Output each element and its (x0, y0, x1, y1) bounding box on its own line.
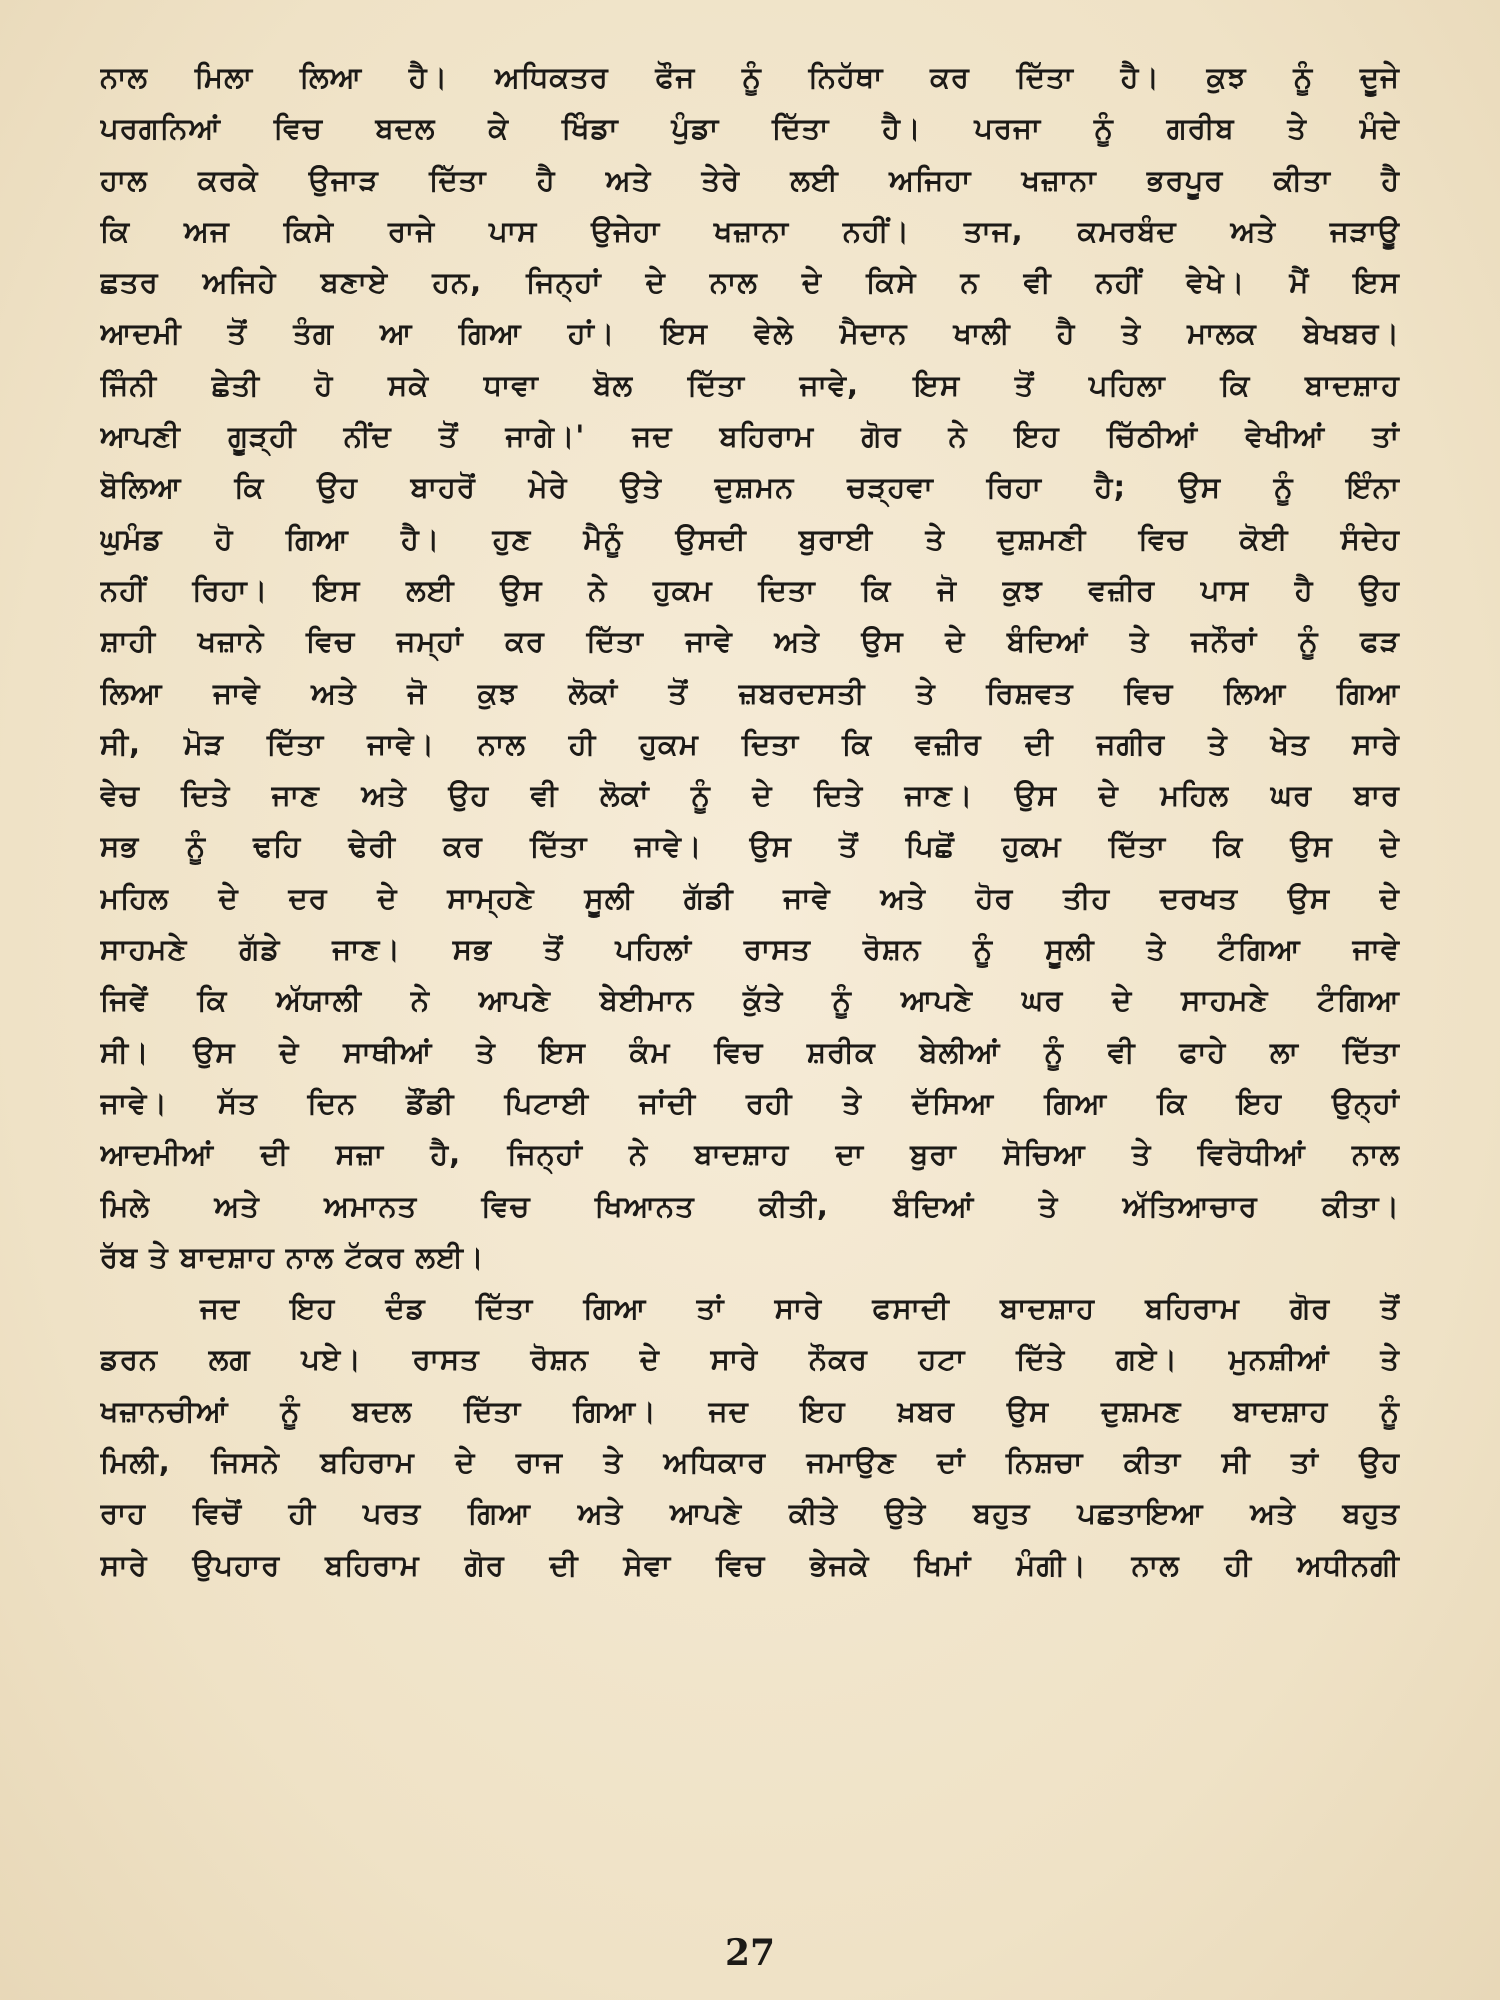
text-line: ਜਿਵੇਂ ਕਿ ਅੱਯਾਲੀ ਨੇ ਆਪਣੇ ਬੇਈਮਾਨ ਕੁੱਤੇ ਨੂੰ ਆਪਣੇ ਘਰ ਦੇ ਸਾਹਮਣੇ ਟੰਗਿਆ (100, 983, 1400, 1018)
text-line: ਰੱਬ ਤੇ ਬਾਦਸ਼ਾਹ ਨਾਲ ਟੱਕਰ ਲਈ। (100, 1239, 485, 1274)
text-line: ਆਦਮੀਆਂ ਦੀ ਸਜ਼ਾ ਹੈ, ਜਿਨ੍ਹਾਂ ਨੇ ਬਾਦਸ਼ਾਹ ਦਾ ਬੁਰਾ ਸੋਚਿਆ ਤੇ ਵਿਰੋਧੀਆਂ ਨਾਲ (100, 1137, 1400, 1172)
text-line: ਛਤਰ ਅਜਿਹੇ ਬਣਾਏ ਹਨ, ਜਿਨ੍ਹਾਂ ਦੇ ਨਾਲ ਦੇ ਕਿਸੇ ਨ ਵੀ ਨਹੀਂ ਵੇਖੇ। ਮੈਂ ਇਸ (100, 265, 1400, 300)
text-line: ਨਾਲ ਮਿਲਾ ਲਿਆ ਹੈ। ਅਧਿਕਤਰ ਫੌਜ ਨੂੰ ਨਿਹੱਥਾ ਕਰ ਦਿੱਤਾ ਹੈ। ਕੁਝ ਨੂੰ ਦੂਜੇ (100, 60, 1400, 94)
text-line: ਡਰਨ ਲਗ ਪਏ। ਰਾਸਤ ਰੋਸ਼ਨ ਦੇ ਸਾਰੇ ਨੌਕਰ ਹਟਾ ਦਿੱਤੇ ਗਏ। ਮੁਨਸ਼ੀਆਂ ਤੇ (100, 1342, 1400, 1377)
text-line: ਸਾਰੇ ਉਪਹਾਰ ਬਹਿਰਾਮ ਗੋਰ ਦੀ ਸੇਵਾ ਵਿਚ ਭੇਜਕੇ ਖਿਮਾਂ ਮੰਗੀ। ਨਾਲ ਹੀ ਅਧੀਨਗੀ (100, 1547, 1400, 1582)
text-line: ਲਿਆ ਜਾਵੇ ਅਤੇ ਜੋ ਕੁਝ ਲੋਕਾਂ ਤੋਂ ਜ਼ਬਰਦਸਤੀ ਤੇ ਰਿਸ਼ਵਤ ਵਿਚ ਲਿਆ ਗਿਆ (100, 675, 1400, 710)
text-line: ਖਜ਼ਾਨਚੀਆਂ ਨੂੰ ਬਦਲ ਦਿੱਤਾ ਗਿਆ। ਜਦ ਇਹ ਖ਼ਬਰ ਉਸ ਦੁਸ਼ਮਣ ਬਾਦਸ਼ਾਹ ਨੂੰ (100, 1393, 1400, 1428)
text-line: ਸਾਹਮਣੇ ਗੱਡੇ ਜਾਣ। ਸਭ ਤੋਂ ਪਹਿਲਾਂ ਰਾਸਤ ਰੋਸ਼ਨ ਨੂੰ ਸੂਲੀ ਤੇ ਟੰਗਿਆ ਜਾਵੇ (100, 932, 1400, 967)
text-line: ਆਦਮੀ ਤੋਂ ਤੰਗ ਆ ਗਿਆ ਹਾਂ। ਇਸ ਵੇਲੇ ਮੈਦਾਨ ਖਾਲੀ ਹੈ ਤੇ ਮਾਲਕ ਬੇਖਬਰ। (100, 316, 1400, 351)
text-line: ਬੋਲਿਆ ਕਿ ਉਹ ਬਾਹਰੋਂ ਮੇਰੇ ਉਤੇ ਦੁਸ਼ਮਨ ਚੜ੍ਹਵਾ ਰਿਹਾ ਹੈ; ਉਸ ਨੂੰ ਇੰਨਾ (100, 470, 1400, 505)
text-line: ਜਾਵੇ। ਸੱਤ ਦਿਨ ਡੌਂਡੀ ਪਿਟਾਈ ਜਾਂਦੀ ਰਹੀ ਤੇ ਦੱਸਿਆ ਗਿਆ ਕਿ ਇਹ ਉਨ੍ਹਾਂ (100, 1085, 1400, 1120)
body-text (100, 52, 1400, 1591)
text-line: ਜਿੰਨੀ ਛੇਤੀ ਹੋ ਸਕੇ ਧਾਵਾ ਬੋਲ ਦਿੱਤਾ ਜਾਵੇ, ਇਸ ਤੋਂ ਪਹਿਲਾ ਕਿ ਬਾਦਸ਼ਾਹ (100, 367, 1400, 402)
text-line: ਸੀ। ਉਸ ਦੇ ਸਾਥੀਆਂ ਤੇ ਇਸ ਕੰਮ ਵਿਚ ਸ਼ਰੀਕ ਬੇਲੀਆਂ ਨੂੰ ਵੀ ਫਾਹੇ ਲਾ ਦਿੱਤਾ (100, 1034, 1400, 1069)
text-line: ਸ਼ਾਹੀ ਖਜ਼ਾਨੇ ਵਿਚ ਜਮ੍ਹਾਂ ਕਰ ਦਿੱਤਾ ਜਾਵੇ ਅਤੇ ਉਸ ਦੇ ਬੰਦਿਆਂ ਤੇ ਜਨੌਰਾਂ ਨੂੰ ਫੜ (100, 624, 1400, 659)
text-line: ਨਹੀਂ ਰਿਹਾ। ਇਸ ਲਈ ਉਸ ਨੇ ਹੁਕਮ ਦਿਤਾ ਕਿ ਜੋ ਕੁਝ ਵਜ਼ੀਰ ਪਾਸ ਹੈ ਉਹ (100, 572, 1400, 607)
text-line: ਸੀ, ਮੋੜ ਦਿੱਤਾ ਜਾਵੇ। ਨਾਲ ਹੀ ਹੁਕਮ ਦਿਤਾ ਕਿ ਵਜ਼ੀਰ ਦੀ ਜਗੀਰ ਤੇ ਖੇਤ ਸਾਰੇ (100, 726, 1400, 761)
page-number: 27 (724, 1932, 776, 1974)
text-line: ਮਹਿਲ ਦੇ ਦਰ ਦੇ ਸਾਮ੍ਹਣੇ ਸੂਲੀ ਗੱਡੀ ਜਾਵੇ ਅਤੇ ਹੋਰ ਤੀਹ ਦਰਖਤ ਉਸ ਦੇ (100, 880, 1400, 915)
text-line: ਮਿਲੇ ਅਤੇ ਅਮਾਨਤ ਵਿਚ ਖਿਆਨਤ ਕੀਤੀ, ਬੰਦਿਆਂ ਤੇ ਅੱਤਿਆਚਾਰ ਕੀਤਾ। (100, 1188, 1400, 1223)
text-line: ਪਰਗਨਿਆਂ ਵਿਚ ਬਦਲ ਕੇ ਖਿੰਡਾ ਪੁੰਡਾ ਦਿੱਤਾ ਹੈ। ਪਰਜਾ ਨੂੰ ਗਰੀਬ ਤੇ ਮੰਦੇ (100, 111, 1400, 146)
text-line: ਹਾਲ ਕਰਕੇ ਉਜਾੜ ਦਿੱਤਾ ਹੈ ਅਤੇ ਤੇਰੇ ਲਈ ਅਜਿਹਾ ਖਜ਼ਾਨਾ ਭਰਪੂਰ ਕੀਤਾ ਹੈ (100, 162, 1400, 197)
text-line: ਵੇਚ ਦਿਤੇ ਜਾਣ ਅਤੇ ਉਹ ਵੀ ਲੋਕਾਂ ਨੂੰ ਦੇ ਦਿਤੇ ਜਾਣ। ਉਸ ਦੇ ਮਹਿਲ ਘਰ ਬਾਰ (100, 778, 1400, 813)
text-line: ਸਭ ਨੂੰ ਢਹਿ ਢੇਰੀ ਕਰ ਦਿੱਤਾ ਜਾਵੇ। ਉਸ ਤੋਂ ਪਿਛੋਂ ਹੁਕਮ ਦਿੱਤਾ ਕਿ ਉਸ ਦੇ (100, 829, 1400, 864)
text-line: ਰਾਹ ਵਿਚੋਂ ਹੀ ਪਰਤ ਗਿਆ ਅਤੇ ਆਪਣੇ ਕੀਤੇ ਉਤੇ ਬਹੁਤ ਪਛਤਾਇਆ ਅਤੇ ਬਹੁਤ (100, 1496, 1400, 1531)
text-line: ਮਿਲੀ, ਜਿਸਨੇ ਬਹਿਰਾਮ ਦੇ ਰਾਜ ਤੇ ਅਧਿਕਾਰ ਜਮਾਉਣ ਦਾਂ ਨਿਸ਼ਚਾ ਕੀਤਾ ਸੀ ਤਾਂ ਉਹ (100, 1445, 1400, 1480)
text-line: ਕਿ ਅਜ ਕਿਸੇ ਰਾਜੇ ਪਾਸ ਉਜੇਹਾ ਖਜ਼ਾਨਾ ਨਹੀਂ। ਤਾਜ, ਕਮਰਬੰਦ ਅਤੇ ਜੜਾਊ (100, 213, 1400, 248)
text-line: ਘੁਮੰਡ ਹੋ ਗਿਆ ਹੈ। ਹੁਣ ਮੈਨੂੰ ਉਸਦੀ ਬੁਰਾਈ ਤੇ ਦੁਸ਼ਮਣੀ ਵਿਚ ਕੋਈ ਸੰਦੇਹ (100, 521, 1400, 556)
paragraph-start-line: ਜਦ ਇਹ ਦੰਡ ਦਿੱਤਾ ਗਿਆ ਤਾਂ ਸਾਰੇ ਫਸਾਦੀ ਬਾਦਸ਼ਾਹ ਬਹਿਰਾਮ ਗੋਰ ਤੋਂ (200, 1291, 1400, 1326)
text-line: ਆਪਣੀ ਗੂੜ੍ਹੀ ਨੀਂਦ ਤੋਂ ਜਾਗੇ।' ਜਦ ਬਹਿਰਾਮ ਗੋਰ ਨੇ ਇਹ ਚਿੱਠੀਆਂ ਵੇਖੀਆਂ ਤਾਂ (100, 419, 1400, 454)
